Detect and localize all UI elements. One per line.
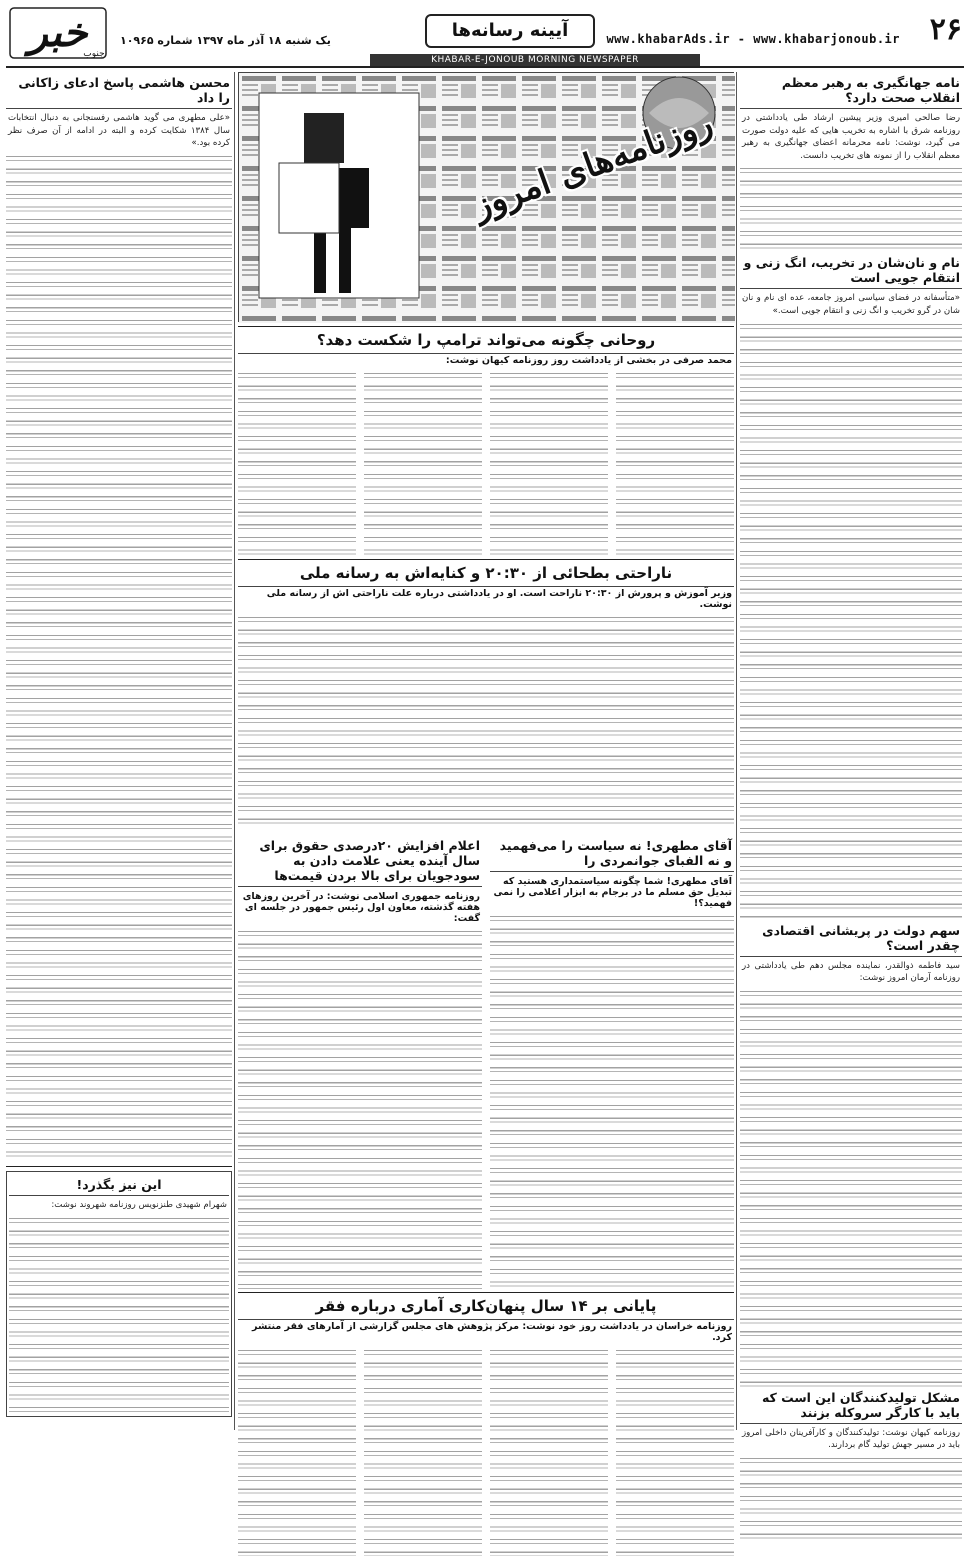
left-column — [6, 72, 232, 1430]
article-lead: روزنامه کیهان نوشت: تولیدکنندگان و کارآفرینان داخلی امروز باید در مسیر جهش تولید گام بردارند. — [742, 1427, 960, 1451]
tagline-bar: KHABAR-E-JONOUB MORNING NEWSPAPER — [370, 54, 700, 66]
hero-title: روزنامه‌های امروز — [468, 103, 719, 227]
article-body-text — [490, 369, 608, 559]
column-divider — [736, 72, 737, 1430]
article-title[interactable]: محسن هاشمی پاسخ ادعای زاکانی را داد — [6, 72, 232, 109]
article-body-text — [238, 1346, 356, 1556]
article-lead: «علی مطهری می گوید هاشمی رفسنجانی به دنبال انتخابات سال ۱۳۸۴ شکایت کرده و البته در ادامه از آن صرف نظر کرده بود.» — [8, 113, 230, 149]
article-body-text — [238, 927, 482, 1292]
page-number: ۲۶ — [929, 12, 962, 47]
article-body-text — [490, 1346, 608, 1556]
article-title[interactable]: این نیز بگذرد! — [9, 1174, 229, 1196]
article-body-text — [9, 1214, 229, 1414]
article-lead: سید فاطمه ذوالقدر، نماینده مجلس دهم طی یادداشتی در روزنامه آرمان امروز نوشت: — [742, 960, 960, 984]
article-title[interactable]: نامه جهانگیری به رهبر معظم انقلاب صحت دارد؟ — [740, 72, 962, 109]
article-body-text — [616, 369, 734, 559]
article-title[interactable]: سهم دولت در پریشانی اقتصادی چقدر است؟ — [740, 920, 962, 957]
article-columns — [238, 367, 734, 559]
middle-column — [238, 72, 734, 1430]
article-lead: شهرام شهیدی طنزنویس روزنامه شهروند نوشت: — [51, 1200, 227, 1211]
header-rule — [6, 66, 964, 68]
article-lead: رضا صالحی امیری وزیر پیشین ارشاد طی یادداشتی در روزنامه شرق با اشاره به تخریب هایی که علیه دولت صورت می گیرد، نوشت: نامه محرمانه اعضای جهانگیری به رهبر معظم انقلاب را از نمونه های تخریب دانست. — [742, 113, 960, 161]
article-body-text — [490, 912, 734, 1292]
article-body-text — [740, 164, 962, 252]
newspaper-logo — [8, 4, 108, 62]
logo-text: خبر — [28, 9, 88, 56]
article-title[interactable]: اعلام افزایش ۲۰درصدی حقوق برای سال آینده یعنی علامت دادن به سودجویان برای بالا بردن قیمت‌ها — [238, 835, 482, 887]
article-lead: روزنامه جمهوری اسلامی نوشت: در آخرین روزهای هفته گذشته، معاون اول رئیس جمهور در جلسه ای گفت: — [242, 891, 480, 924]
issue-date-line: یک شنبه ۱۸ آذر ماه ۱۳۹۷ شماره ۱۰۹۶۵ — [120, 34, 331, 47]
article-body-text — [740, 987, 962, 1387]
article-title[interactable]: آقای مطهری! نه سیاست را می‌فهمید و نه الفبای جوانمردی را — [490, 835, 734, 872]
article-body-text — [238, 369, 356, 559]
article-title[interactable]: روحانی چگونه می‌تواند ترامپ را شکست دهد؟ — [238, 326, 734, 354]
article-lead: روزنامه خراسان در یادداشت روز خود نوشت: مرکز پژوهش های مجلس گزارشی از آمارهای فقر منتشر کرد. — [252, 1321, 732, 1343]
article-body-text — [6, 152, 232, 1162]
split-articles — [238, 835, 734, 1292]
article-title[interactable]: مشکل تولیدکنندگان این است که باید با کارگر سروکله بزنند — [740, 1387, 962, 1424]
section-divider — [6, 1166, 232, 1168]
article-title[interactable]: نام و نان‌شان در تخریب، انگ زنی و انتقام جویی است — [740, 252, 962, 289]
article-body-text — [364, 1346, 482, 1556]
humor-box — [6, 1171, 232, 1417]
section-title: آیینه رسانه‌ها — [425, 14, 595, 48]
article-title[interactable]: ناراحتی بطحائی از ۲۰:۳۰ و کنایه‌اش به رسانه ملی — [238, 559, 734, 587]
article-body-text — [238, 613, 734, 831]
article-body-text — [616, 1346, 734, 1556]
site-urls[interactable]: www.khabarAds.ir - www.khabarjonoub.ir — [606, 32, 900, 46]
article-body-text — [364, 369, 482, 559]
page-header — [0, 0, 970, 68]
column-divider — [234, 72, 235, 1430]
article-body-text — [740, 1454, 962, 1544]
article-lead: آقای مطهری! شما چگونه سیاستمداری هستید که تبدیل حق مسلم ما در برجام به ابزار اعلامی را نمی فهمید؟! — [493, 876, 732, 909]
logo-sub: جنوب — [83, 49, 105, 59]
article-body-text — [740, 320, 962, 920]
article-lead: «متأسفانه در فضای سیاسی امروز جامعه، عده ای نام و نان شان در گرو تخریب و انگ زنی و انتقام جویی است.» — [742, 293, 960, 316]
right-column — [740, 72, 962, 1451]
article-title[interactable]: پایانی بر ۱۴ سال پنهان‌کاری آماری درباره فقر — [238, 1292, 734, 1320]
article-columns — [238, 1344, 734, 1556]
article-lead: محمد صرفی در بخشی از یادداشت روز روزنامه کیهان نوشت: — [445, 355, 732, 366]
article-lead: وزیر آموزش و پرورش از ۲۰:۳۰ ناراحت است. او در یادداشتی درباره علت ناراحتی اش از رسانه ملی نوشت. — [266, 588, 732, 610]
hero-image — [238, 72, 734, 322]
